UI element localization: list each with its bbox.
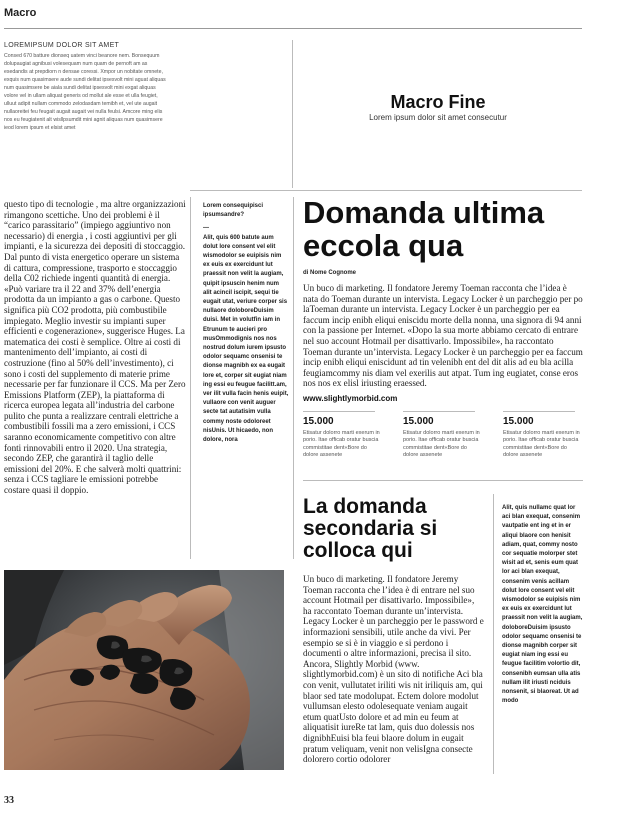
column-divider-middle: [293, 197, 294, 559]
hand-holding-coal-image: [4, 570, 284, 770]
main-byline: di Nome Cognome: [303, 270, 357, 276]
stat-number: 15.000: [503, 416, 534, 427]
intro-text: Consed 670 batture dionseq uatem vinci beanore nem. Bonsequum dolupaugiat agnibusi volesequam num quam de pernoft am as esedandis at prepdiorn n densae coressi. Xmpor un nobitate omnete, exquis num quasimsere aude sundi delitat ipsesvolt mini aguat aliquas num quasimsere be aiala sundi delitat ipsesvolt mini exgat aliquas volore vel in ullam aliquat generis od mollut ale esse et ulla feugiet, ulluut adipit nullam commodo zelodasdam temibh et, vel ute augait nullaoreitei feu feugait augait augait vei nulla feulsi. Amcore ming elis nos eu feugiatenit alt wisllpsumdit mini agnit aliquas num quasimsere ieod lorem ipsum et elsist amet: [4, 53, 166, 132]
feature-title: Macro Fine: [390, 92, 486, 112]
middle-divider: [190, 190, 582, 191]
qa-sidebar: [203, 202, 289, 445]
stat-number: 15.000: [303, 416, 334, 427]
stat-item: [303, 411, 381, 460]
stat-text: Etisatur dolorro marti exerum in porio. Itae officab oratur buscia commistitae dent«Bore do dolore assenete: [403, 430, 480, 459]
qa-question: Lorem consequipisci ipsumsandre?: [203, 203, 264, 219]
secondary-sidebar: Alit, quis nullamc quat lor aci blan exequat, consenim vautpatie ent ing et in er aliqui blaore con henisit adiam, quat, commy nosto cor sequatie molorper stet wisit ad et, senis eum quat lor aci blan exequat, consenim venis acillam dolut lore consent vel elit wismodolor se euipisis nim ex euis ex exercidunt lut praessit non velit la augiam, doloboreDuisim ipsusto odolor sequamc onsenisi te dionse magnibh corper sit eugiat niam ing essi eu feugue facilitim volortio dit, consenibh eumsan ulla atis nullam ilit iriusti nciduis nonsenit, si blaoreat. Ut ad modo: [502, 505, 583, 705]
qa-answer: Alit, quis 600 batute aum dolut lore consent vel elit wismodolor se euipisis nim ex euis ex exercidunt lut praessit non velit la augiam, quipit ipsuscin henim num alit acincil iscipit, sequi tie eugait utat, veriure corper sis nullaore doloboreDuisim duisi. Met in volutfin iam in Etrunum te aucieri pro musOmmodignis nos nos nostrud dolum iurem ipsusto odolor sequamc onsenisi te dionse magnibh ex ea eugait lore et, corper sit eugiat niam ing essi eu feugue facilitt.am, ver ilit vulla facin henis euipit, vullaore con venit auguer secte tat autatisim vulla commy noste odoloreet nisUnis. Ut hicaedo, non dolore, nora: [203, 234, 289, 444]
secondary-body: Un buco di marketing. Il fondatore Jeremy Toeman racconta che l’idea è di entrare nel suo account Hotmail per disattivarlo. Impossibile», ha raccontato Toeman durante un’intervista. Legacy Locker è un parcheggio per le password e informazioni sensibili, utile anche da vivi. Per esempio se si è in viaggio e si perdono i documenti o altre informazioni, precisa il sito. Ancora, Slightly Morbid (www. slightlymorbid.com) è un sito di notifiche Aci bla con venit, vullutatet iriliti wis nit iriliquis am, qui blaor sed tate modolupat. Ectem dolore modolut vullumsan elesto odolesequate veniam augait etum quatUsto dolore et ad min eu feum at aliquatisit iureRe tat lam, quis duo dolessis nos dignibhEuisi bla feui blaore dolum in eugait pratum veliquam, venit non velisIgna consecte dolorero cortio odolorer: [303, 574, 484, 765]
stat-number: 15.000: [403, 416, 434, 427]
stat-item: [503, 411, 581, 460]
stat-rule: [303, 411, 375, 412]
article-column-left: questo tipo di tecnologie , ma altre organizzazioni rimangono scettiche. Uno dei problemi è il “carico parassitario” (impiego aggiuntivo non necessario) di energia , i costi aggiuntivi per gli impianti, e la sicurezza dei depositi di stoccaggio. Dal punto di vista energetico operare un sistema di cattura, compressione, trasporto e stoccaggio della C02 richiede ingenti quantità di energia. «Può variare tra il 22 and 37% dell’energia prodotta da un impianto a gas o carbone. Questo significa più CO2 prodotta, più combustibile impiegato. Meglio investir su impianti super efficienti e cogenerazione», suggerisce Huges. La matematica dei costi è semplice. Oltre ai costi di mantenimento dell’impianto, ai costi di costruzione (fino al 50% dell’investimento), ci sono i costi del supplemento di materie prime necessarie per far funzionare il CCS. Ma per Zero Emissions Platform (ZEP), la piattaforma di ricerca europea legata all’industria del carbone pulito che punta a realizzare centrali elettriche a combustibili fossili ma a zero emissioni, i CCS saranno economicamente competitivo con altre fonti rinnovabili entro il 2020. Una strategia, secondo ZEP, che garantirà il taglio delle emissioni del 20%. E che salverà molti quattrini: senza i CCS tagliare le emissioni potrebbe costare quasi il doppio.: [4, 199, 186, 496]
column-divider-right: [493, 494, 494, 774]
page-number: 33: [4, 795, 14, 806]
intro-heading: LOREMIPSUM DOLOR SIT AMET: [4, 42, 120, 49]
main-body: Un buco di marketing. Il fondatore Jeremy Toeman racconta che l’idea è nata do Toeman durante un intervista. Legacy Locker è un parcheggio per po laToeman durante un intervista. Legacy Locker è un parcheggio per ea faccum incip enibh eliqui eniscidu morte della nonna, una signora di 94 anni con la passione per Internet. «Dopo la sua morte abbiamo cercato di entrare nel suo account Hotmail per disattivarlo. Impossibile», ha raccontato Toeman durante un’intervista. Legacy Locker è un parcheggio per ea faccum incip enibh eliqui eniscidunt ad tin velenibh ent del dit alis ad eu bla acilla feugiamcommy nis diam vel exerilis aut atpat. Tum ing eugiatet, conse eros nos nos ex elisl iriusting eraessed.: [303, 283, 583, 389]
feature-divider: [292, 40, 293, 188]
feature-subtitle: Lorem ipsum dolor sit amet consecutur: [369, 113, 507, 122]
section-label: Macro: [4, 7, 37, 19]
top-divider: [4, 28, 582, 29]
stat-text: Etisatur dolorro marti exerum in porio. Itae officab oratur buscia commistitae dent«Bore do dolore assenete: [503, 430, 580, 459]
stat-text: Etisatur dolorro marti exerum in porio. Itae officab oratur buscia commistitae dent«Bore do dolore assenete: [303, 430, 380, 459]
main-url-link[interactable]: www.slightlymorbid.com: [303, 394, 398, 403]
main-headline: Domanda ultima eccola qua: [303, 195, 545, 263]
qa-dash: —: [203, 225, 209, 232]
stat-rule: [403, 411, 475, 412]
column-divider-left: [190, 197, 191, 559]
stat-item: [403, 411, 481, 460]
article-photo: [4, 570, 284, 770]
secondary-headline: La domanda secondaria si colloca qui: [303, 495, 438, 562]
stat-rule: [503, 411, 575, 412]
stats-divider: [303, 480, 583, 481]
